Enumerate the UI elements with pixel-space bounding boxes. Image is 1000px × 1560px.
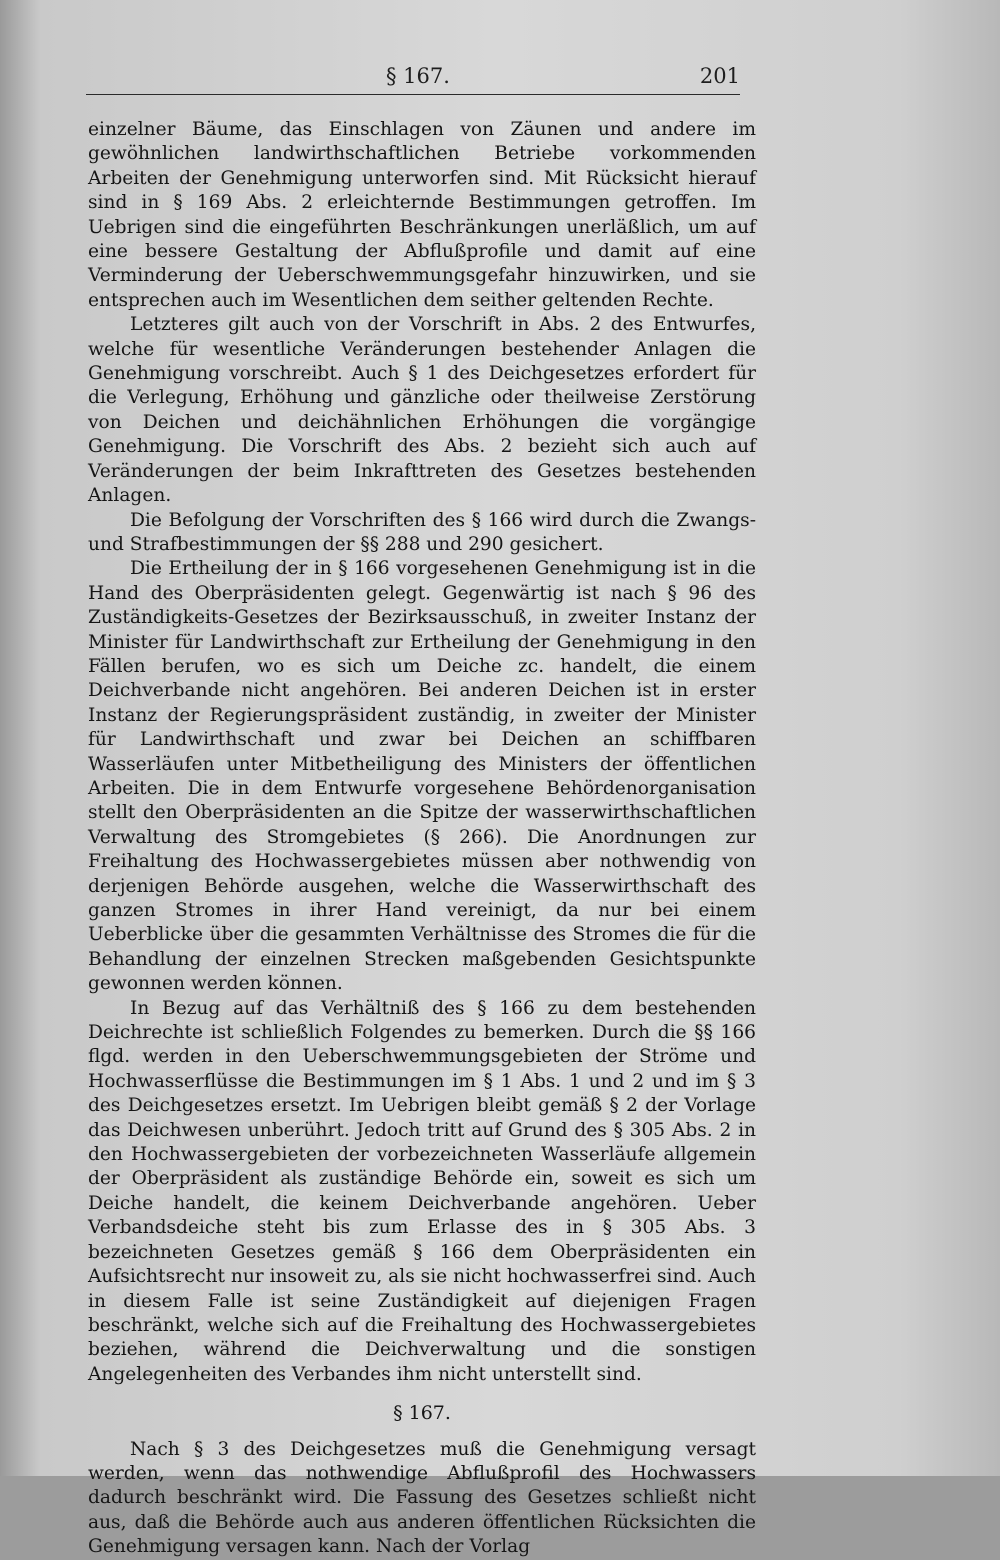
header-section-number: § 167. xyxy=(386,64,450,88)
paragraph: Die Befolgung der Vorschriften des § 166 wird durch die Zwangs- und Strafbestimmungen der §§ 288 und 290 gesichert. xyxy=(88,509,756,555)
paragraph: In Bezug auf das Verhältniß des § 166 zu dem bestehenden Deichrechte ist schließlich Folgendes zu bemerken. Durch die §§ 166 flgd. werden in den Ueberschwemmungsgebieten der Ströme und Hochwasserflüsse die Bestimmungen im § 1 Abs. 1 und 2 und im § 3 des Deichgesetzes ersetzt. Im Uebrigen bleibt gemäß § 2 der Vorlage das Deichwesen unberührt. Jedoch tritt auf Grund des § 305 Abs. 2 in den Hochwassergebieten der vorbezeichneten Wasserläufe allgemein der Oberpräsident als zuständige Behörde ein, soweit es sich um Deiche handelt, die keinem Deichverbande angehören. Ueber Verbandsdeiche steht bis zum Erlasse des in § 305 Abs. 3 bezeichneten Gesetzes gemäß § 166 dem Oberpräsidenten ein Aufsichtsrecht nur insoweit zu, als sie nicht hochwasserfrei sind. Auch in diesem Falle ist seine Zuständigkeit auf diejenigen Fragen beschränkt, welche sich auf die Freihaltung des Hochwassergebietes beziehen, während die Deichverwaltung und die sonstigen Angelegenheiten des Verbandes ihm nicht unterstellt sind. xyxy=(88,997,756,1385)
section-heading: § 167. xyxy=(393,1402,451,1425)
paragraph-continued: einzelner Bäume, das Einschlagen von Zäunen und andere im gewöhnlichen landwirthschaftlichen Betriebe vorkommenden Arbeiten der Genehmigung unterworfen sind. Mit Rücksicht hierauf sind in § 169 Abs. 2 erleichternde Bestimmungen getroffen. Im Uebrigen sind die eingeführten Beschränkungen unerläßlich, um auf eine bessere Gestaltung der Abflußprofile und damit auf eine Verminderung der Ueberschwemmungsgefahr hinzuwirken, und sie entsprechen auch im Wesentlichen dem seither geltenden Rechte. xyxy=(88,119,756,311)
header-rule xyxy=(86,94,740,95)
running-header xyxy=(86,62,740,100)
page-number: 201 xyxy=(699,64,740,88)
body-text xyxy=(88,118,756,1560)
paragraph: Nach § 3 des Deichgesetzes muß die Genehmigung versagt werden, wenn das nothwendige Abflußprofil des Hochwassers dadurch beschränkt wird. Die Fassung des Gesetzes schließt nicht aus, daß die Behörde auch aus anderen öffentlichen Rücksichten die Genehmigung versagen kann. Nach der Vorlag xyxy=(88,1438,756,1558)
paragraph: Letzteres gilt auch von der Vorschrift in Abs. 2 des Entwurfes, welche für wesentliche Veränderungen bestehender Anlagen die Genehmigung vorschreibt. Auch § 1 des Deichgesetzes erfordert für die Verlegung, Erhöhung und gänzliche oder theilweise Zerstörung von Deichen und deichähnlichen Erhöhungen die vorgängige Genehmigung. Die Vorschrift des Abs. 2 bezieht sich auch auf Veränderungen der beim Inkrafttreten des Gesetzes bestehenden Anlagen. xyxy=(88,314,756,507)
paragraph: Die Ertheilung der in § 166 vorgesehenen Genehmigung ist in die Hand des Oberpräsidenten gelegt. Gegenwärtig ist nach § 96 des Zuständigkeits-Gesetzes der Bezirksausschuß, in zweiter Instanz der Minister für Landwirthschaft zur Ertheilung der Genehmigung in den Fällen berufen, wo es sich um Deiche zc. handelt, die einem Deichverbande nicht angehören. Bei anderen Deichen ist in erster Instanz der Regierungspräsident zuständig, in zweiter der Minister für Landwirthschaft und zwar bei Deichen an schiffbaren Wasserläufen unter Mitbetheiligung des Ministers der öffentlichen Arbeiten. Die in dem Entwurfe vorgesehene Behördenorganisation stellt den Oberpräsidenten an die Spitze der wasserwirthschaftlichen Verwaltung des Stromgebietes (§ 266). Die Anordnungen zur Freihaltung des Hochwassergebietes müssen aber nothwendig von derjenigen Behörde ausgehen, welche die Wasserwirthschaft des ganzen Stromes in ihrer Hand vereinigt, da nur bei einem Ueberblicke über die gesammten Verhältnisse des Stromes die für die Behandlung der einzelnen Strecken maßgebenden Gesichtspunkte gewonnen werden können. xyxy=(88,558,756,995)
